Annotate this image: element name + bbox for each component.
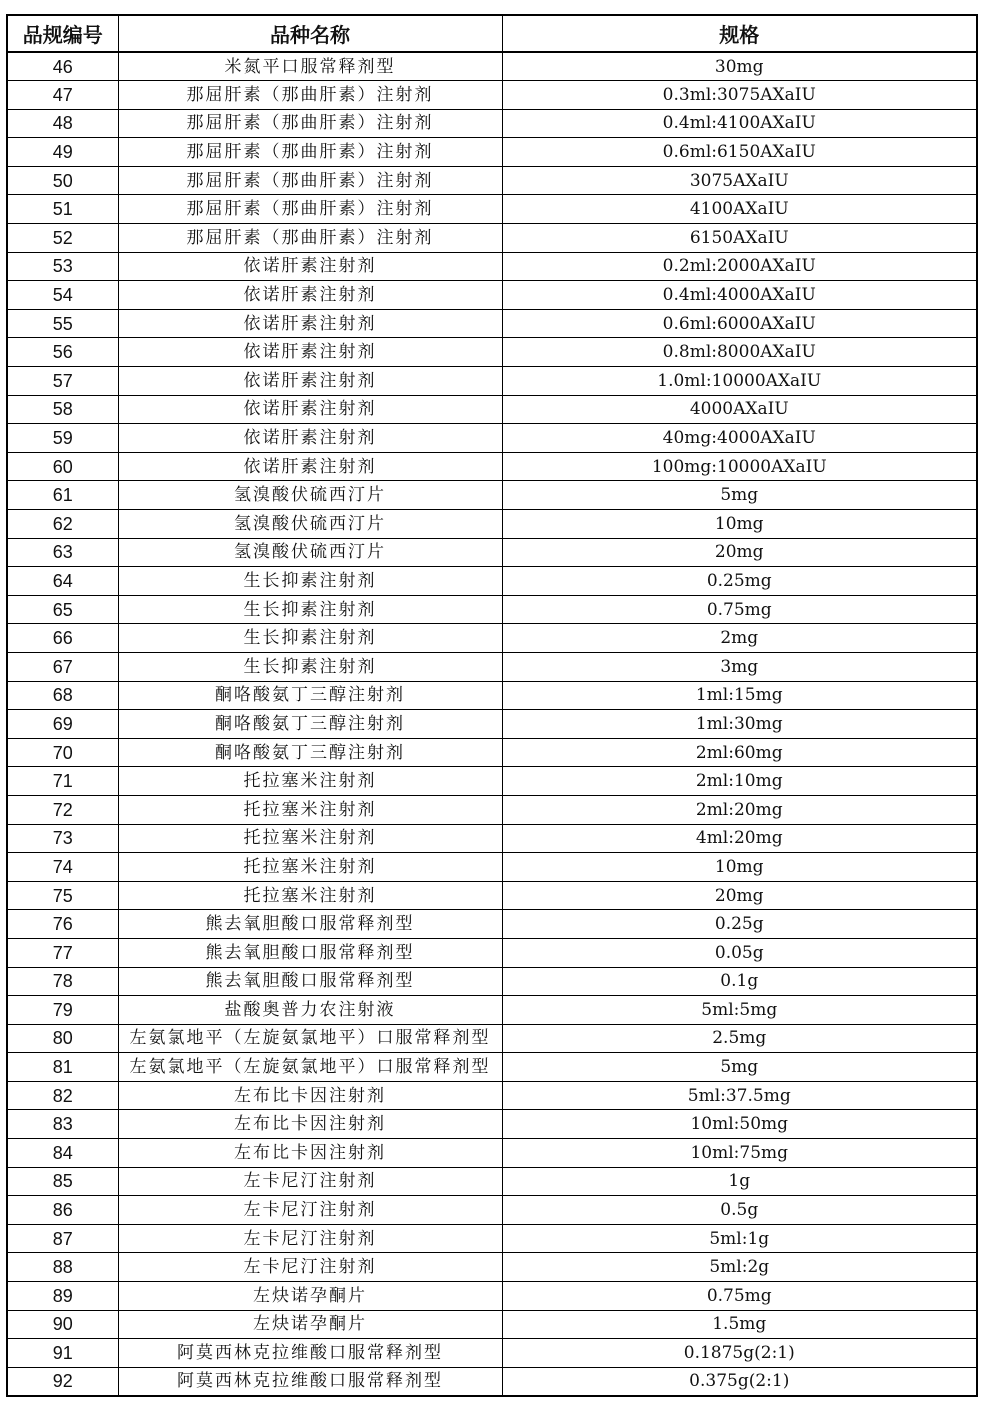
row-id: 49 <box>7 138 118 167</box>
table-row <box>7 710 977 739</box>
table-row <box>7 738 977 767</box>
row-spec: 0.4ml:4100AXaIU <box>502 109 977 138</box>
row-spec: 20mg <box>502 881 977 910</box>
row-spec: 4000AXaIU <box>502 395 977 424</box>
row-drug-name: 熊去氧胆酸口服常释剂型 <box>118 910 502 939</box>
row-id: 80 <box>7 1024 118 1053</box>
row-drug-name: 左卡尼汀注射剂 <box>118 1167 502 1196</box>
row-spec: 6150AXaIU <box>502 224 977 253</box>
row-spec: 40mg:4000AXaIU <box>502 424 977 453</box>
row-id: 68 <box>7 681 118 710</box>
row-drug-name: 生长抑素注射剂 <box>118 624 502 653</box>
row-spec: 0.75mg <box>502 595 977 624</box>
row-id: 90 <box>7 1310 118 1339</box>
table-row <box>7 910 977 939</box>
row-spec: 5ml:37.5mg <box>502 1081 977 1110</box>
row-spec: 0.3ml:3075AXaIU <box>502 81 977 110</box>
row-id: 64 <box>7 567 118 596</box>
row-drug-name: 那屈肝素（那曲肝素）注射剂 <box>118 224 502 253</box>
row-id: 78 <box>7 967 118 996</box>
row-drug-name: 依诺肝素注射剂 <box>118 281 502 310</box>
header-drug-name: 品种名称 <box>118 15 502 52</box>
table-row <box>7 109 977 138</box>
row-drug-name: 左布比卡因注射剂 <box>118 1081 502 1110</box>
row-drug-name: 左氨氯地平（左旋氨氯地平）口服常释剂型 <box>118 1024 502 1053</box>
table-row <box>7 424 977 453</box>
table-row <box>7 1339 977 1368</box>
row-id: 91 <box>7 1339 118 1368</box>
row-spec: 2ml:60mg <box>502 738 977 767</box>
row-id: 61 <box>7 481 118 510</box>
table-row <box>7 309 977 338</box>
row-id: 50 <box>7 166 118 195</box>
table-row <box>7 567 977 596</box>
table-row <box>7 81 977 110</box>
row-drug-name: 依诺肝素注射剂 <box>118 338 502 367</box>
row-id: 84 <box>7 1139 118 1168</box>
table-row <box>7 138 977 167</box>
table-row <box>7 1367 977 1396</box>
row-id: 79 <box>7 996 118 1025</box>
row-id: 47 <box>7 81 118 110</box>
row-drug-name: 熊去氧胆酸口服常释剂型 <box>118 967 502 996</box>
table-row <box>7 367 977 396</box>
row-id: 48 <box>7 109 118 138</box>
row-drug-name: 左卡尼汀注射剂 <box>118 1196 502 1225</box>
row-spec: 0.25g <box>502 910 977 939</box>
row-spec: 0.75mg <box>502 1282 977 1311</box>
row-spec: 10ml:50mg <box>502 1110 977 1139</box>
row-spec: 0.2ml:2000AXaIU <box>502 252 977 281</box>
row-spec: 20mg <box>502 538 977 567</box>
row-spec: 1g <box>502 1167 977 1196</box>
row-spec: 2ml:10mg <box>502 767 977 796</box>
row-spec: 3075AXaIU <box>502 166 977 195</box>
row-drug-name: 酮咯酸氨丁三醇注射剂 <box>118 681 502 710</box>
row-spec: 5mg <box>502 1053 977 1082</box>
table-row <box>7 1081 977 1110</box>
table-row <box>7 338 977 367</box>
row-id: 89 <box>7 1282 118 1311</box>
row-spec: 5ml:1g <box>502 1224 977 1253</box>
row-drug-name: 生长抑素注射剂 <box>118 567 502 596</box>
row-id: 71 <box>7 767 118 796</box>
header-row <box>7 15 977 52</box>
header-id: 品规编号 <box>7 15 118 52</box>
row-id: 56 <box>7 338 118 367</box>
row-drug-name: 酮咯酸氨丁三醇注射剂 <box>118 738 502 767</box>
row-drug-name: 托拉塞米注射剂 <box>118 853 502 882</box>
table-row <box>7 1167 977 1196</box>
row-id: 92 <box>7 1367 118 1396</box>
table-row <box>7 652 977 681</box>
row-spec: 1ml:15mg <box>502 681 977 710</box>
row-id: 74 <box>7 853 118 882</box>
row-spec: 0.8ml:8000AXaIU <box>502 338 977 367</box>
row-id: 65 <box>7 595 118 624</box>
table-row <box>7 1253 977 1282</box>
row-drug-name: 依诺肝素注射剂 <box>118 309 502 338</box>
table-row <box>7 881 977 910</box>
row-id: 54 <box>7 281 118 310</box>
row-drug-name: 那屈肝素（那曲肝素）注射剂 <box>118 195 502 224</box>
row-spec: 10ml:75mg <box>502 1139 977 1168</box>
row-drug-name: 左炔诺孕酮片 <box>118 1310 502 1339</box>
row-id: 87 <box>7 1224 118 1253</box>
table-row <box>7 166 977 195</box>
row-id: 72 <box>7 795 118 824</box>
table-row <box>7 224 977 253</box>
row-drug-name: 氢溴酸伏硫西汀片 <box>118 481 502 510</box>
row-drug-name: 依诺肝素注射剂 <box>118 367 502 396</box>
row-drug-name: 依诺肝素注射剂 <box>118 252 502 281</box>
table-row <box>7 681 977 710</box>
table-header <box>7 15 977 52</box>
row-id: 67 <box>7 652 118 681</box>
row-spec: 100mg:10000AXaIU <box>502 452 977 481</box>
row-id: 66 <box>7 624 118 653</box>
row-id: 70 <box>7 738 118 767</box>
row-id: 58 <box>7 395 118 424</box>
table-row <box>7 281 977 310</box>
row-drug-name: 熊去氧胆酸口服常释剂型 <box>118 938 502 967</box>
row-spec: 5mg <box>502 481 977 510</box>
row-drug-name: 托拉塞米注射剂 <box>118 824 502 853</box>
table-row <box>7 967 977 996</box>
row-drug-name: 阿莫西林克拉维酸口服常释剂型 <box>118 1367 502 1396</box>
row-drug-name: 那屈肝素（那曲肝素）注射剂 <box>118 81 502 110</box>
row-drug-name: 托拉塞米注射剂 <box>118 767 502 796</box>
row-drug-name: 生长抑素注射剂 <box>118 652 502 681</box>
row-drug-name: 依诺肝素注射剂 <box>118 395 502 424</box>
drug-spec-table <box>6 14 978 1397</box>
table-row <box>7 52 977 81</box>
row-id: 46 <box>7 52 118 81</box>
row-drug-name: 氢溴酸伏硫西汀片 <box>118 538 502 567</box>
row-id: 51 <box>7 195 118 224</box>
row-drug-name: 阿莫西林克拉维酸口服常释剂型 <box>118 1339 502 1368</box>
row-drug-name: 酮咯酸氨丁三醇注射剂 <box>118 710 502 739</box>
table-row <box>7 996 977 1025</box>
row-spec: 4100AXaIU <box>502 195 977 224</box>
row-drug-name: 那屈肝素（那曲肝素）注射剂 <box>118 138 502 167</box>
table-row <box>7 1282 977 1311</box>
row-spec: 0.05g <box>502 938 977 967</box>
row-id: 83 <box>7 1110 118 1139</box>
row-drug-name: 左卡尼汀注射剂 <box>118 1253 502 1282</box>
row-spec: 5ml:2g <box>502 1253 977 1282</box>
row-id: 55 <box>7 309 118 338</box>
row-spec: 30mg <box>502 52 977 81</box>
table-row <box>7 538 977 567</box>
row-drug-name: 左卡尼汀注射剂 <box>118 1224 502 1253</box>
row-spec: 0.4ml:4000AXaIU <box>502 281 977 310</box>
row-drug-name: 左布比卡因注射剂 <box>118 1139 502 1168</box>
table-row <box>7 1024 977 1053</box>
header-spec: 规格 <box>502 15 977 52</box>
row-spec: 1ml:30mg <box>502 710 977 739</box>
row-id: 59 <box>7 424 118 453</box>
table-row <box>7 481 977 510</box>
table-row <box>7 395 977 424</box>
table-row <box>7 938 977 967</box>
row-id: 81 <box>7 1053 118 1082</box>
table-row <box>7 595 977 624</box>
row-spec: 1.0ml:10000AXaIU <box>502 367 977 396</box>
row-drug-name: 米氮平口服常释剂型 <box>118 52 502 81</box>
table-row <box>7 767 977 796</box>
row-drug-name: 那屈肝素（那曲肝素）注射剂 <box>118 166 502 195</box>
table-row <box>7 195 977 224</box>
table-row <box>7 452 977 481</box>
row-spec: 0.25mg <box>502 567 977 596</box>
row-spec: 0.6ml:6150AXaIU <box>502 138 977 167</box>
row-drug-name: 左氨氯地平（左旋氨氯地平）口服常释剂型 <box>118 1053 502 1082</box>
row-spec: 0.375g(2:1) <box>502 1367 977 1396</box>
row-id: 85 <box>7 1167 118 1196</box>
table-row <box>7 1053 977 1082</box>
table-row <box>7 795 977 824</box>
table-row <box>7 824 977 853</box>
row-id: 76 <box>7 910 118 939</box>
row-drug-name: 左炔诺孕酮片 <box>118 1282 502 1311</box>
row-id: 86 <box>7 1196 118 1225</box>
row-spec: 0.6ml:6000AXaIU <box>502 309 977 338</box>
table-row <box>7 1110 977 1139</box>
row-id: 63 <box>7 538 118 567</box>
table-row <box>7 1196 977 1225</box>
row-spec: 0.1875g(2:1) <box>502 1339 977 1368</box>
row-drug-name: 左布比卡因注射剂 <box>118 1110 502 1139</box>
row-drug-name: 那屈肝素（那曲肝素）注射剂 <box>118 109 502 138</box>
table-row <box>7 624 977 653</box>
row-drug-name: 托拉塞米注射剂 <box>118 881 502 910</box>
row-id: 77 <box>7 938 118 967</box>
row-id: 69 <box>7 710 118 739</box>
table-row <box>7 1139 977 1168</box>
row-spec: 1.5mg <box>502 1310 977 1339</box>
row-id: 60 <box>7 452 118 481</box>
row-spec: 4ml:20mg <box>502 824 977 853</box>
table-row <box>7 1310 977 1339</box>
table-row <box>7 1224 977 1253</box>
row-id: 88 <box>7 1253 118 1282</box>
table-body <box>7 52 977 1396</box>
row-drug-name: 依诺肝素注射剂 <box>118 424 502 453</box>
row-spec: 2.5mg <box>502 1024 977 1053</box>
row-id: 62 <box>7 510 118 539</box>
row-spec: 0.1g <box>502 967 977 996</box>
table-row <box>7 510 977 539</box>
row-drug-name: 氢溴酸伏硫西汀片 <box>118 510 502 539</box>
row-spec: 2mg <box>502 624 977 653</box>
row-spec: 2ml:20mg <box>502 795 977 824</box>
row-id: 82 <box>7 1081 118 1110</box>
row-id: 73 <box>7 824 118 853</box>
row-drug-name: 依诺肝素注射剂 <box>118 452 502 481</box>
row-id: 52 <box>7 224 118 253</box>
row-id: 57 <box>7 367 118 396</box>
table-row <box>7 853 977 882</box>
row-drug-name: 托拉塞米注射剂 <box>118 795 502 824</box>
row-drug-name: 生长抑素注射剂 <box>118 595 502 624</box>
row-spec: 10mg <box>502 510 977 539</box>
row-spec: 5ml:5mg <box>502 996 977 1025</box>
row-spec: 0.5g <box>502 1196 977 1225</box>
row-id: 53 <box>7 252 118 281</box>
row-spec: 3mg <box>502 652 977 681</box>
row-spec: 10mg <box>502 853 977 882</box>
row-id: 75 <box>7 881 118 910</box>
table-row <box>7 252 977 281</box>
row-drug-name: 盐酸奥普力农注射液 <box>118 996 502 1025</box>
